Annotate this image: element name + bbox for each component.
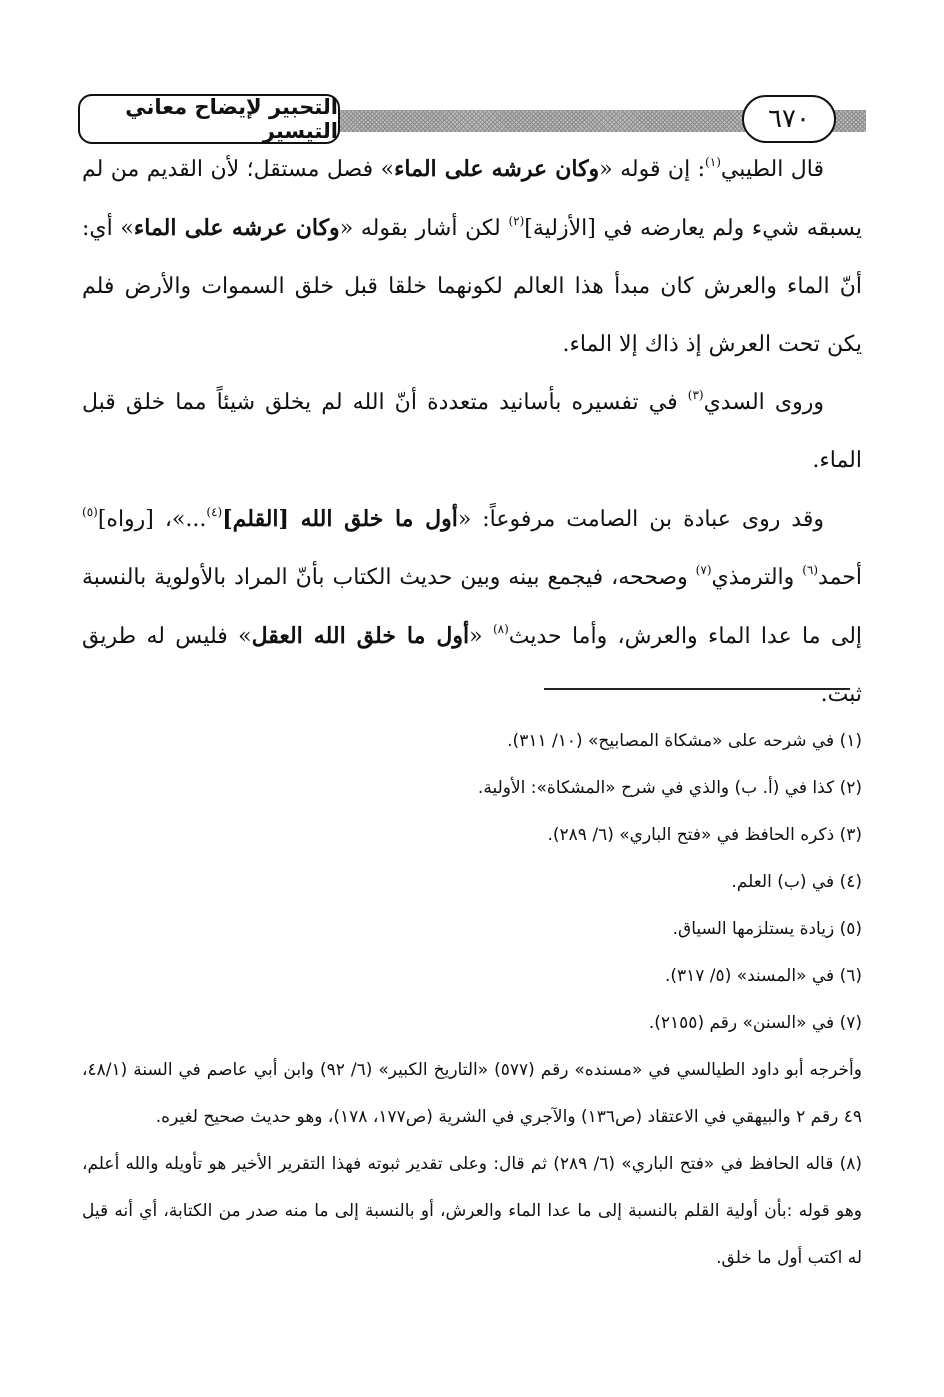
quoted-phrase: وكان عرشه على الماء xyxy=(394,156,600,182)
footnote-ref: (٤) xyxy=(206,505,223,519)
quoted-phrase: أول ما خلق الله [القلم] xyxy=(222,506,458,532)
footnote-4: (٤) في (ب) العلم. xyxy=(731,872,862,892)
text-run: ...»، [رواه] xyxy=(97,507,207,532)
footnote-5: (٥) زيادة يستلزمها السياق. xyxy=(672,919,862,939)
text-run: لكن أشار بقوله « xyxy=(339,216,509,241)
footnote-8: (٨) قاله الحافظ في «فتح الباري» (٦/ ٢٨٩) ثم قال: وعلى تقدير ثبوته فهذا التقرير الأخير هو تأويله والله أعلم، وهو قوله :بأن أولية القلم بالنسبة إلى ما عدا الماء والعرش، أو بالنسبة إلى ما منه صدر من الكتابة، أي أنه قيل له اكتب أول ما خلق. xyxy=(82,1154,862,1268)
text-run: وصححه، فيجمع بينه وبين حديث الكتاب بأنّ المراد بالأولوية بالنسبة إلى ما عدا الماء والعرش، وأما حديث xyxy=(82,565,863,649)
text-run: « xyxy=(469,624,493,649)
footnote-ref: (٦) xyxy=(802,563,819,577)
text-run: » فصل مستقل؛ لأن القديم من لم يسبقه شيء ولم يعارضه في [الأزلية] xyxy=(82,157,863,241)
footnote-ref: (٧) xyxy=(695,563,712,577)
footnote-ref: (٨) xyxy=(492,622,509,636)
footnote-1: (١) في شرحه على «مشكاة المصابيح» (١٠/ ٣١١). xyxy=(507,731,862,751)
text-run: في تفسيره بأسانيد متعددة أنّ الله لم يخلق شيئاً مما خلق قبل الماء. xyxy=(82,390,862,473)
footnote-ref: (٢) xyxy=(508,214,525,228)
text-run: » فليس له طريق ثبت. xyxy=(82,624,862,707)
text-run: وروى السدي xyxy=(703,390,824,415)
footnotes xyxy=(82,718,862,1282)
main-text xyxy=(82,140,862,724)
page-number: ٦٧٠ xyxy=(742,95,836,143)
footnote-2: (٢) كذا في (أ. ب) والذي في شرح «المشكاة»: الأولية. xyxy=(477,778,862,798)
footnote-7: (٧) في «السنن» رقم (٢١٥٥). xyxy=(648,1013,862,1033)
text-run: قال الطيبي xyxy=(720,157,825,182)
book-title: التحبير لإيضاح معاني التيسير xyxy=(78,94,340,144)
text-run: وقد روى عبادة بن الصامت مرفوعاً: « xyxy=(457,507,824,532)
footnote-ref: (١) xyxy=(705,155,721,169)
text-run: أحمد xyxy=(818,565,863,590)
quoted-phrase: أول ما خلق الله العقل xyxy=(251,623,470,649)
footnote-ref: (٥) xyxy=(82,505,98,519)
paragraph-2 xyxy=(82,374,862,490)
text-run: والترمذي xyxy=(711,565,803,590)
text-run: : إن قوله « xyxy=(599,157,706,182)
paragraph-1 xyxy=(82,140,862,374)
quoted-phrase: وكان عرشه على الماء xyxy=(133,215,340,241)
text-run: » أي: أنّ الماء والعرش كان مبدأ هذا العالم لكونهما خلقا قبل خلق السموات والأرض فلم يكن تحت العرش إذ ذاك إلا الماء. xyxy=(82,216,862,357)
footnote-7-continuation: وأخرجه أبو داود الطيالسي في «مسنده» رقم (٥٧٧) «التاريخ الكبير» (٦/ ٩٢) وابن أبي عاصم في السنة (٤٨/١، ٤٩ رقم ٢ والبيهقي في الاعتقاد (ص١٣٦) والآجري في الشرية (ص١٧٧، ١٧٨)، وهو حديث صحيح لغيره. xyxy=(82,1060,862,1127)
footnote-3: (٣) ذكره الحافظ في «فتح الباري» (٦/ ٢٨٩). xyxy=(547,825,862,845)
footnote-ref: (٣) xyxy=(687,388,704,402)
footnote-separator xyxy=(544,688,850,690)
footnote-6: (٦) في «المسند» (٥/ ٣١٧). xyxy=(664,966,862,986)
